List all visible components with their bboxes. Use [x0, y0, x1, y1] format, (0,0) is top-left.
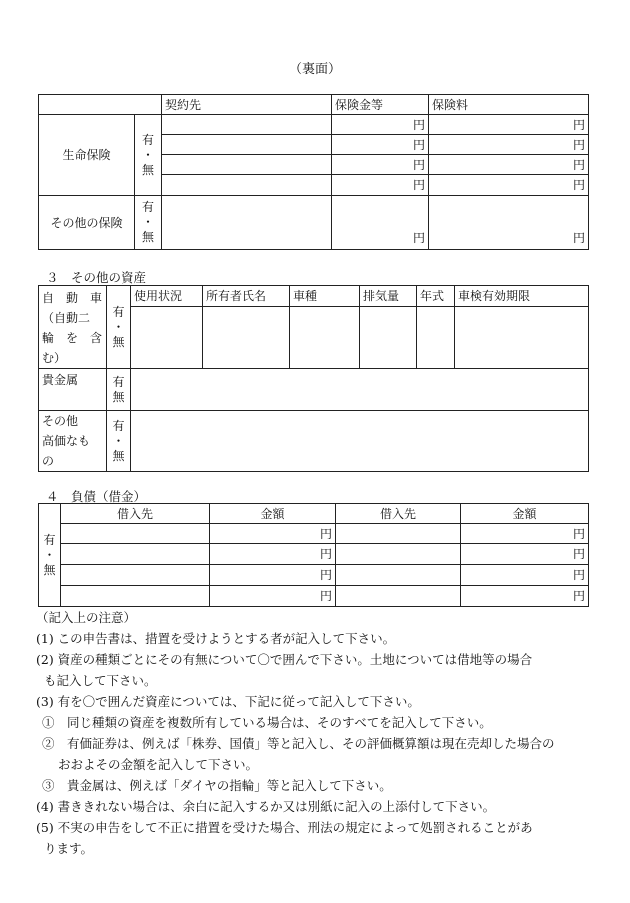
debt-header-amount: 金額	[210, 504, 336, 524]
debt-amount-cell[interactable]: 円	[210, 586, 336, 607]
note-line: (2) 資産の種類ごとにその有無について〇で囲んで下さい。土地については借地等の場合	[36, 652, 533, 667]
debt-lender-cell[interactable]	[61, 524, 210, 544]
other-insurance-contractor-cell[interactable]	[162, 196, 332, 250]
other-insurance-premium-cell[interactable]: 円	[429, 196, 589, 250]
life-insurance-contractor-cell[interactable]	[162, 115, 332, 135]
life-insurance-yes-no[interactable]: 有 ・ 無	[135, 115, 162, 196]
car-year-cell[interactable]	[417, 306, 455, 368]
debt-amount-cell[interactable]: 円	[210, 524, 336, 544]
insurance-table	[38, 94, 589, 250]
insurance-header-blank	[39, 95, 162, 115]
life-insurance-premium-cell[interactable]: 円	[429, 135, 589, 155]
other-assets-table	[38, 285, 589, 472]
precious-metal-yes-no[interactable]: 有 無	[107, 369, 131, 411]
life-insurance-contractor-cell[interactable]	[162, 175, 332, 196]
debt-lender-cell[interactable]	[61, 565, 210, 586]
note-line: ③ 貴金属は、例えば「ダイヤの指輪」等と記入して下さい。	[42, 778, 392, 793]
debt-lender-cell[interactable]	[336, 524, 461, 544]
debt-amount-cell[interactable]: 円	[210, 544, 336, 565]
debt-header-lender: 借入先	[61, 504, 210, 524]
car-model-cell[interactable]	[290, 306, 360, 368]
page-title: （裏面）	[288, 62, 341, 77]
debt-lender-cell[interactable]	[336, 544, 461, 565]
other-insurance-yes-no[interactable]: 有 ・ 無	[135, 196, 162, 250]
note-line: (4) 書ききれない場合は、余白に記入するか又は別紙に記入の上添付して下さい。	[36, 799, 496, 814]
car-yes-no[interactable]: 有 ・ 無	[107, 286, 131, 369]
car-header-usage: 使用状況	[131, 286, 203, 307]
life-insurance-contractor-cell[interactable]	[162, 135, 332, 155]
car-inspection-expiry-cell[interactable]	[455, 306, 589, 368]
life-insurance-amount-cell[interactable]: 円	[332, 155, 429, 175]
debt-header-amount: 金額	[461, 504, 589, 524]
note-line: (5) 不実の申告をして不正に措置を受けた場合、刑法の規定によって処罰されることがあ	[36, 820, 533, 835]
insurance-header-amount: 保険金等	[332, 95, 429, 115]
precious-metal-label: 貴金属	[39, 369, 107, 411]
life-insurance-amount-cell[interactable]: 円	[332, 135, 429, 155]
precious-metal-detail-cell[interactable]	[131, 369, 589, 411]
other-insurance-amount-cell[interactable]: 円	[332, 196, 429, 250]
debt-amount-cell[interactable]: 円	[461, 544, 589, 565]
life-insurance-premium-cell[interactable]: 円	[429, 155, 589, 175]
note-line: ② 有価証券は、例えば「株券、国債」等と記入し、その評価概算額は現在売却した場合の	[42, 736, 555, 751]
car-usage-cell[interactable]	[131, 306, 203, 368]
note-line: (3) 有を〇で囲んだ資産については、下記に従って記入して下さい。	[36, 694, 420, 709]
note-line: ります。	[44, 841, 94, 856]
other-insurance-label: その他の保険	[39, 196, 135, 250]
car-header-model: 車種	[290, 286, 360, 307]
debt-yes-no[interactable]: 有 ・ 無	[39, 504, 61, 607]
notes-heading: （記入上の注意）	[36, 610, 137, 625]
debt-lender-cell[interactable]	[336, 565, 461, 586]
car-displacement-cell[interactable]	[360, 306, 417, 368]
note-line: (1) この申告書は、措置を受けようとする者が記入して下さい。	[36, 631, 396, 646]
car-header-inspection-expiry: 車検有効期限	[455, 286, 589, 307]
car-label: 自 動 車 （自動二 輪 を 含 む）	[39, 286, 107, 369]
insurance-header-contractor: 契約先	[162, 95, 332, 115]
debt-amount-cell[interactable]: 円	[461, 565, 589, 586]
life-insurance-premium-cell[interactable]: 円	[429, 115, 589, 135]
debt-section-title: ４ 負債（借金）	[46, 489, 147, 504]
debt-table	[38, 503, 589, 607]
life-insurance-amount-cell[interactable]: 円	[332, 115, 429, 135]
note-line: ① 同じ種類の資産を複数所有している場合は、そのすべてを記入して下さい。	[42, 715, 492, 730]
valuables-yes-no[interactable]: 有 ・ 無	[107, 411, 131, 472]
car-header-displacement: 排気量	[360, 286, 417, 307]
car-header-owner: 所有者氏名	[203, 286, 290, 307]
debt-lender-cell[interactable]	[61, 586, 210, 607]
insurance-header-premium: 保険料	[429, 95, 589, 115]
life-insurance-label: 生命保険	[39, 115, 135, 196]
debt-amount-cell[interactable]: 円	[461, 524, 589, 544]
debt-lender-cell[interactable]	[336, 586, 461, 607]
debt-amount-cell[interactable]: 円	[210, 565, 336, 586]
note-line: おおよその金額を記入して下さい。	[58, 757, 259, 772]
car-owner-cell[interactable]	[203, 306, 290, 368]
notes	[36, 607, 596, 859]
valuables-detail-cell[interactable]	[131, 411, 589, 472]
valuables-label: その他 高価なも の	[39, 411, 107, 472]
life-insurance-contractor-cell[interactable]	[162, 155, 332, 175]
note-line: も記入して下さい。	[44, 673, 157, 688]
debt-header-lender: 借入先	[336, 504, 461, 524]
life-insurance-premium-cell[interactable]: 円	[429, 175, 589, 196]
car-header-year: 年式	[417, 286, 455, 307]
debt-lender-cell[interactable]	[61, 544, 210, 565]
debt-amount-cell[interactable]: 円	[461, 586, 589, 607]
other-assets-section-title: ３ その他の資産	[46, 270, 147, 285]
life-insurance-amount-cell[interactable]: 円	[332, 175, 429, 196]
